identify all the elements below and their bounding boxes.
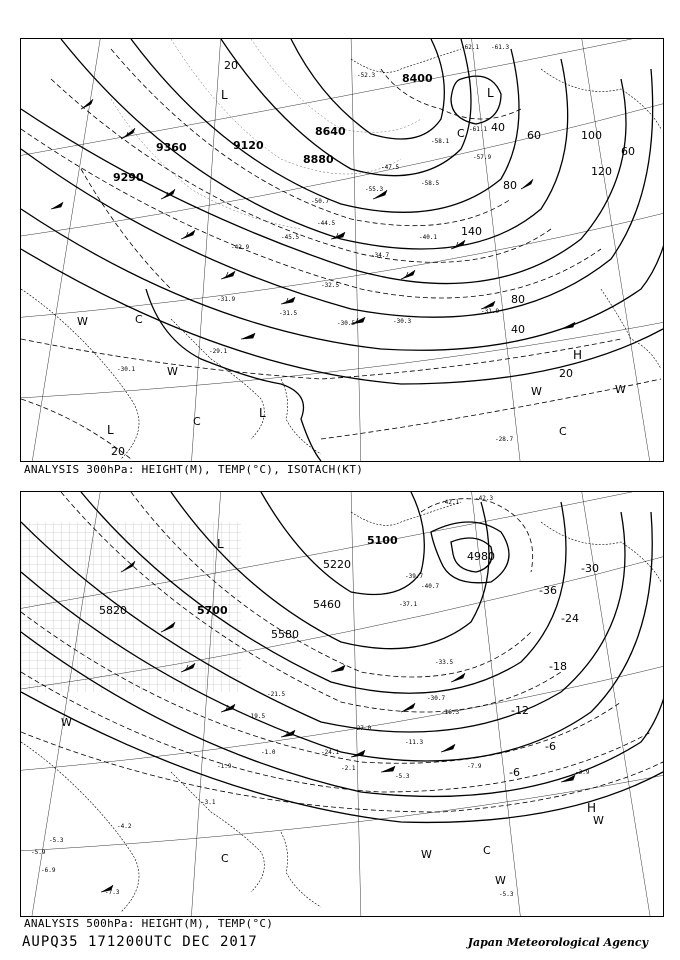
temp-label: -19.5 bbox=[247, 713, 266, 720]
temp-label: -34.7 bbox=[371, 252, 390, 259]
warm-center-symbol: W bbox=[167, 365, 178, 378]
temp-label: -28.7 bbox=[495, 436, 514, 443]
height-label: 9290 bbox=[113, 171, 144, 184]
temp-label: -5.9 bbox=[31, 849, 46, 856]
temp-label: -33.5 bbox=[435, 659, 454, 666]
isotach-label: 40 bbox=[491, 121, 505, 134]
temp-label: -1.9 bbox=[217, 763, 232, 770]
temp-label: -39.7 bbox=[405, 573, 424, 580]
temp-label: -7.3 bbox=[105, 889, 120, 896]
isotach-label: 20 bbox=[111, 445, 125, 458]
temp-label: -5.3 bbox=[395, 773, 410, 780]
temp-label: -30.3 bbox=[393, 318, 412, 325]
height-label: 5820 bbox=[99, 604, 127, 617]
temp-label: -6.9 bbox=[41, 867, 56, 874]
height-label: 5220 bbox=[323, 558, 351, 571]
warm-center-symbol: W bbox=[77, 315, 88, 328]
temp-label: -31.9 bbox=[217, 296, 236, 303]
isotach-label: 60 bbox=[621, 145, 635, 158]
temp-label: -42.1 bbox=[441, 499, 460, 506]
isotachs-300 bbox=[111, 39, 421, 229]
temp-label: -7.9 bbox=[467, 763, 482, 770]
height-label: 5100 bbox=[367, 534, 398, 547]
temp-label: -3.1 bbox=[201, 799, 216, 806]
height-label: 8400 bbox=[402, 72, 433, 85]
temp-label: -45.5 bbox=[281, 234, 300, 241]
isotherm-label: -30 bbox=[581, 562, 599, 575]
isotach-label: 100 bbox=[581, 129, 602, 142]
temp-label: -11.3 bbox=[405, 739, 424, 746]
isotherm-label: -6 bbox=[509, 766, 520, 779]
temp-label: -32.5 bbox=[321, 282, 340, 289]
high-center-symbol: H bbox=[573, 348, 583, 362]
temp-label: -55.3 bbox=[365, 186, 384, 193]
isotherm-label: -36 bbox=[539, 584, 557, 597]
temp-label: -61.3 bbox=[491, 44, 510, 51]
product-header: AUPQ35 171200UTC DEC 2017 bbox=[22, 934, 258, 950]
temp-label: -58.5 bbox=[421, 180, 440, 187]
cold-center-symbol: C bbox=[457, 127, 465, 140]
temp-label: -42.9 bbox=[231, 244, 250, 251]
warm-center-symbol: W bbox=[531, 385, 542, 398]
height-label: 5700 bbox=[197, 604, 228, 617]
warm-center-symbol: W bbox=[615, 383, 626, 396]
temp-label: -16.3 bbox=[441, 709, 460, 716]
coastlines bbox=[21, 49, 661, 459]
temp-label: -62.1 bbox=[461, 44, 480, 51]
height-label: 9120 bbox=[233, 139, 264, 152]
isotach-label: 40 bbox=[511, 323, 525, 336]
map-300hpa-svg bbox=[21, 39, 663, 461]
temp-label: -47.5 bbox=[381, 164, 400, 171]
map-panel-300hpa bbox=[20, 38, 664, 462]
temp-label: -31.5 bbox=[279, 310, 298, 317]
temp-label: -57.9 bbox=[473, 154, 492, 161]
temp-label: -29.1 bbox=[209, 348, 228, 355]
isotherm-label: -18 bbox=[549, 660, 567, 673]
height-label: 4980 bbox=[467, 550, 495, 563]
low-center-symbol: L bbox=[259, 406, 266, 420]
temp-label: -24.1 bbox=[321, 749, 340, 756]
low-center-symbol: L bbox=[217, 537, 224, 551]
temp-label: -30.1 bbox=[117, 366, 136, 373]
isotach-label: 80 bbox=[503, 179, 517, 192]
height-label: 5580 bbox=[271, 628, 299, 641]
isotach-label: 60 bbox=[527, 129, 541, 142]
temp-label: -44.5 bbox=[317, 220, 336, 227]
isotherms-300 bbox=[21, 49, 661, 459]
temp-label: -2.1 bbox=[341, 765, 356, 772]
temp-label: -37.1 bbox=[399, 601, 418, 608]
isotach-label: 120 bbox=[591, 165, 612, 178]
warm-center-symbol: W bbox=[421, 848, 432, 861]
temp-label: -1.0 bbox=[261, 749, 276, 756]
temp-label: -50.7 bbox=[311, 198, 330, 205]
isotherm-label: -24 bbox=[561, 612, 579, 625]
temp-label: -30.5 bbox=[337, 320, 356, 327]
temp-label: -61.1 bbox=[469, 126, 488, 133]
cold-center-symbol: C bbox=[193, 415, 201, 428]
caption-300hpa: ANALYSIS 300hPa: HEIGHT(M), TEMP(°C), ISOTACH(KT) bbox=[24, 463, 364, 476]
height-label: 9360 bbox=[156, 141, 187, 154]
isotherm-label: -6 bbox=[545, 740, 556, 753]
temp-label: -27.0 bbox=[353, 725, 372, 732]
high-center-symbol: H bbox=[587, 801, 597, 815]
temp-label: -58.1 bbox=[431, 138, 450, 145]
caption-500hpa: ANALYSIS 500hPa: HEIGHT(M), TEMP(°C) bbox=[24, 917, 274, 930]
isotach-label: 140 bbox=[461, 225, 482, 238]
low-center-symbol: L bbox=[107, 423, 114, 437]
warm-center-symbol: W bbox=[495, 874, 506, 887]
temp-label: -5.3 bbox=[499, 891, 514, 898]
temp-label: -40.7 bbox=[421, 583, 440, 590]
warm-center-symbol: W bbox=[61, 716, 72, 729]
temp-label: -5.3 bbox=[49, 837, 64, 844]
height-label: 8640 bbox=[315, 125, 346, 138]
temp-label: -30.7 bbox=[427, 695, 446, 702]
isotach-label: 20 bbox=[224, 59, 238, 72]
temp-label: -4.2 bbox=[117, 823, 132, 830]
height-label: 5460 bbox=[313, 598, 341, 611]
temp-label: -21.5 bbox=[267, 691, 286, 698]
height-label: 8880 bbox=[303, 153, 334, 166]
low-center-symbol: L bbox=[487, 86, 494, 100]
temp-label: -40.1 bbox=[419, 234, 438, 241]
map-panel-500hpa bbox=[20, 491, 664, 917]
cold-center-symbol: C bbox=[221, 852, 229, 865]
temp-label: -52.3 bbox=[357, 72, 376, 79]
temp-label: -42.3 bbox=[475, 495, 494, 502]
isotach-label: 20 bbox=[559, 367, 573, 380]
agency-credit: Japan Meteorological Agency bbox=[467, 936, 648, 949]
isotherm-label: -12 bbox=[511, 704, 529, 717]
warm-center-symbol: W bbox=[593, 814, 604, 827]
cold-center-symbol: C bbox=[483, 844, 491, 857]
isotach-label: 80 bbox=[511, 293, 525, 306]
temp-label: -3.9 bbox=[575, 769, 590, 776]
map-500hpa-svg bbox=[21, 492, 663, 916]
temp-label: -31.9 bbox=[481, 308, 500, 315]
low-center-symbol: L bbox=[221, 88, 228, 102]
cold-center-symbol: C bbox=[135, 313, 143, 326]
cold-center-symbol: C bbox=[559, 425, 567, 438]
